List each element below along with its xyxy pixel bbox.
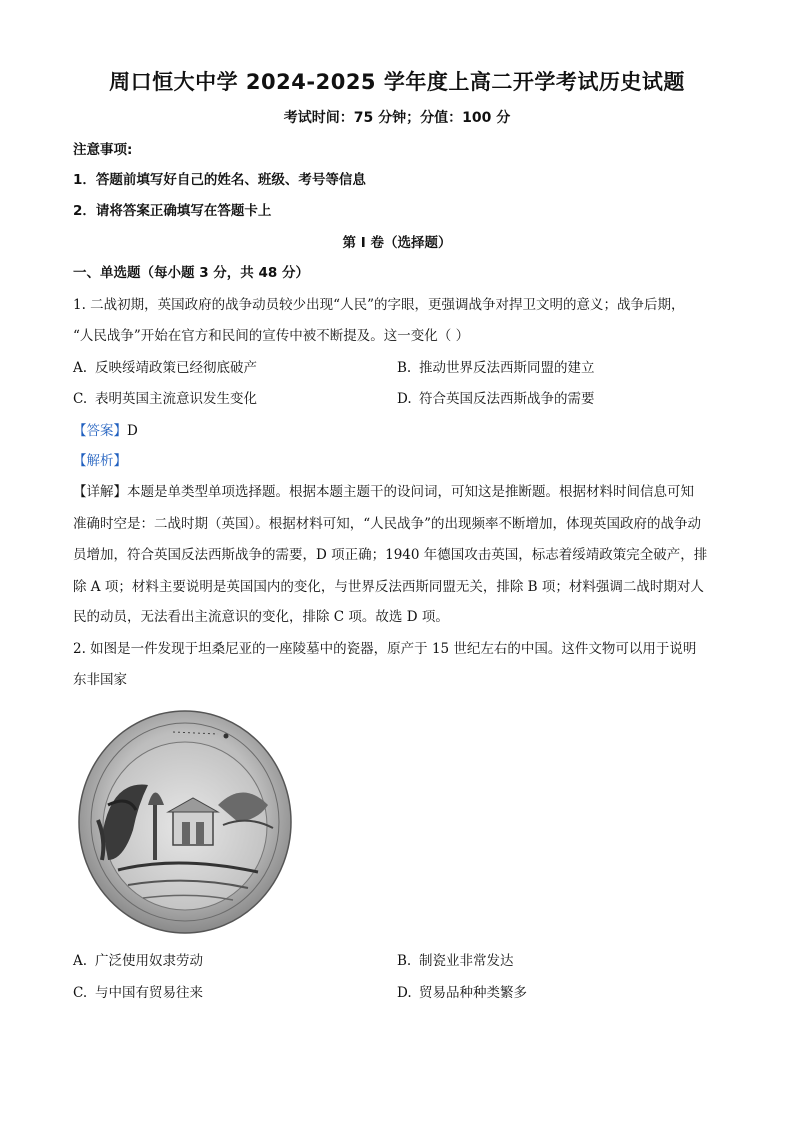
answer-value: D [127,423,138,439]
q1-detail-line-2: 准确时空是：二战时期（英国）。根据材料可知，“人民战争”的出现频率不断增加，体现英国政府的战争动 [73,516,702,532]
q1-option-d [397,389,595,409]
option-text: 广泛使用奴隶劳动 [95,953,203,969]
option-text: 推动世界反法西斯同盟的建立 [419,360,595,376]
answer-tag: 【答案】 [73,423,127,439]
q1-detail-line-3: 员增加，符合英国反法西斯战争的需要，D 项正确；1940 年德国攻击英国，标志着绥靖政策完全破产，排 [73,547,708,563]
option-text: 符合英国反法西斯战争的需要 [419,391,595,407]
detail-text: 本题是单类型单项选择题。根据本题主题干的设问词，可知这是推断题。根据材料时间信息可知 [127,484,694,500]
detail-tag: 【详解】 [73,484,127,500]
option-text: 反映绥靖政策已经彻底破产 [95,360,257,376]
porcelain-plate-image [78,710,293,935]
q1-option-a [73,358,257,378]
q1-detail-line-5: 民的动员，无法看出主流意识的变化，排除 C 项。故选 D 项。 [73,609,449,625]
option-letter: A. [73,953,88,969]
q1-analysis-tag [73,451,127,471]
q2-option-d [397,983,527,1003]
q2-option-c [73,983,203,1003]
q2-stem-line-1: 2. 如图是一件发现于坦桑尼亚的一座陵墓中的瓷器，原产于 15 世纪左右的中国。这件文物可以用于说明 [73,641,697,657]
q2-option-a [73,951,203,971]
notice-item-1: 1．答题前填写好自己的姓名、班级、考号等信息 [73,172,366,188]
notice-heading: 注意事项: [73,142,133,158]
q2-option-b [397,951,514,971]
option-letter: D. [397,391,412,407]
q1-answer [73,421,138,441]
q1-detail-line-1 [73,482,694,502]
option-letter: B. [397,360,412,376]
q1-stem-line-2: “人民战争”开始在官方和民间的宣传中被不断提及。这一变化（ ） [73,328,470,344]
analysis-tag: 【解析】 [73,453,127,469]
section-heading: 一、单选题（每小题 3 分，共 48 分） [73,265,309,281]
q1-option-b [397,358,595,378]
option-letter: C. [73,985,88,1001]
exam-time-score: 考试时间：75 分钟；分值：100 分 [283,110,511,126]
option-text: 表明英国主流意识发生变化 [95,391,257,407]
option-letter: C. [73,391,88,407]
option-letter: A. [73,360,88,376]
volume-heading: 第 I 卷（选择题） [342,235,452,251]
option-text: 制瓷业非常发达 [419,953,514,969]
q1-detail-line-4: 除 A 项；材料主要说明是英国国内的变化，与世界反法西斯同盟无关，排除 B 项；材料强调二战时期对人 [73,579,704,595]
exam-title: 周口恒大中学 2024-2025 学年度上高二开学考试历史试题 [109,70,685,94]
notice-item-2: 2．请将答案正确填写在答题卡上 [73,203,272,219]
option-letter: B. [397,953,412,969]
option-text: 贸易品种种类繁多 [419,985,527,1001]
q1-stem-line-1: 1. 二战初期，英国政府的战争动员较少出现“人民”的字眼，更强调战争对捍卫文明的意义；战争后期， [73,297,685,313]
q2-stem-line-2: 东非国家 [73,672,127,688]
option-letter: D. [397,985,412,1001]
q1-option-c [73,389,257,409]
option-text: 与中国有贸易往来 [95,985,203,1001]
